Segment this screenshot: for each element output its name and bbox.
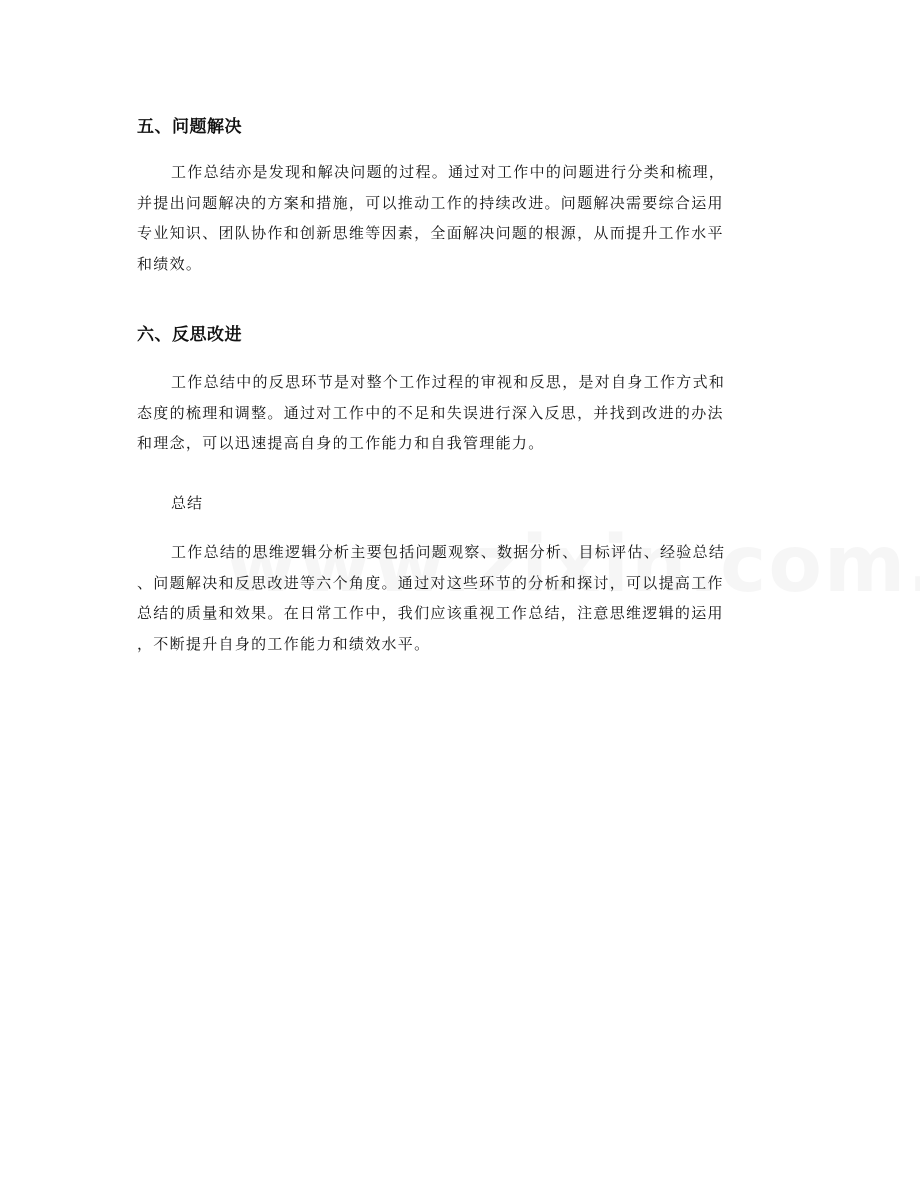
section-paragraph-reflection <box>137 367 785 459</box>
paragraph-line: 专业知识、团队协作和创新思维等因素，全面解决问题的根源，从而提升工作水平 <box>137 224 724 242</box>
paragraph-line: 工作总结亦是发现和解决问题的过程。通过对工作中的问题进行分类和梳理， <box>171 163 726 181</box>
paragraph-line: 并提出问题解决的方案和措施，可以推动工作的持续改进。问题解决需要综合运用 <box>137 193 724 212</box>
paragraph-line: 态度的梳理和调整。通过对工作中的不足和失误进行深入反思，并找到改进的办法 <box>137 403 724 422</box>
paragraph-line: 和绩效。 <box>137 254 203 273</box>
paragraph-line: ，不断提升自身的工作能力和绩效水平。 <box>137 634 431 653</box>
summary-title: 总结 <box>171 494 204 512</box>
paragraph-line: 、问题解决和反思改进等六个角度。通过对这些环节的分析和探讨，可以提高工作 <box>137 573 724 592</box>
paragraph-line: 工作总结中的反思环节是对整个工作过程的审视和反思，是对自身工作方式和 <box>171 373 726 391</box>
summary-paragraph <box>137 537 785 659</box>
section-paragraph-problem-solving <box>137 157 785 279</box>
paragraph-line: 总结的质量和效果。在日常工作中，我们应该重视工作总结，注意思维逻辑的运用 <box>137 604 724 622</box>
paragraph-line: 工作总结的思维逻辑分析主要包括问题观察、数据分析、目标评估、经验总结 <box>171 543 726 561</box>
section-heading-reflection: 六、反思改进 <box>137 325 242 345</box>
section-heading-problem-solving: 五、问题解决 <box>137 117 242 137</box>
paragraph-line: 和理念，可以迅速提高自身的工作能力和自我管理能力。 <box>137 434 545 452</box>
